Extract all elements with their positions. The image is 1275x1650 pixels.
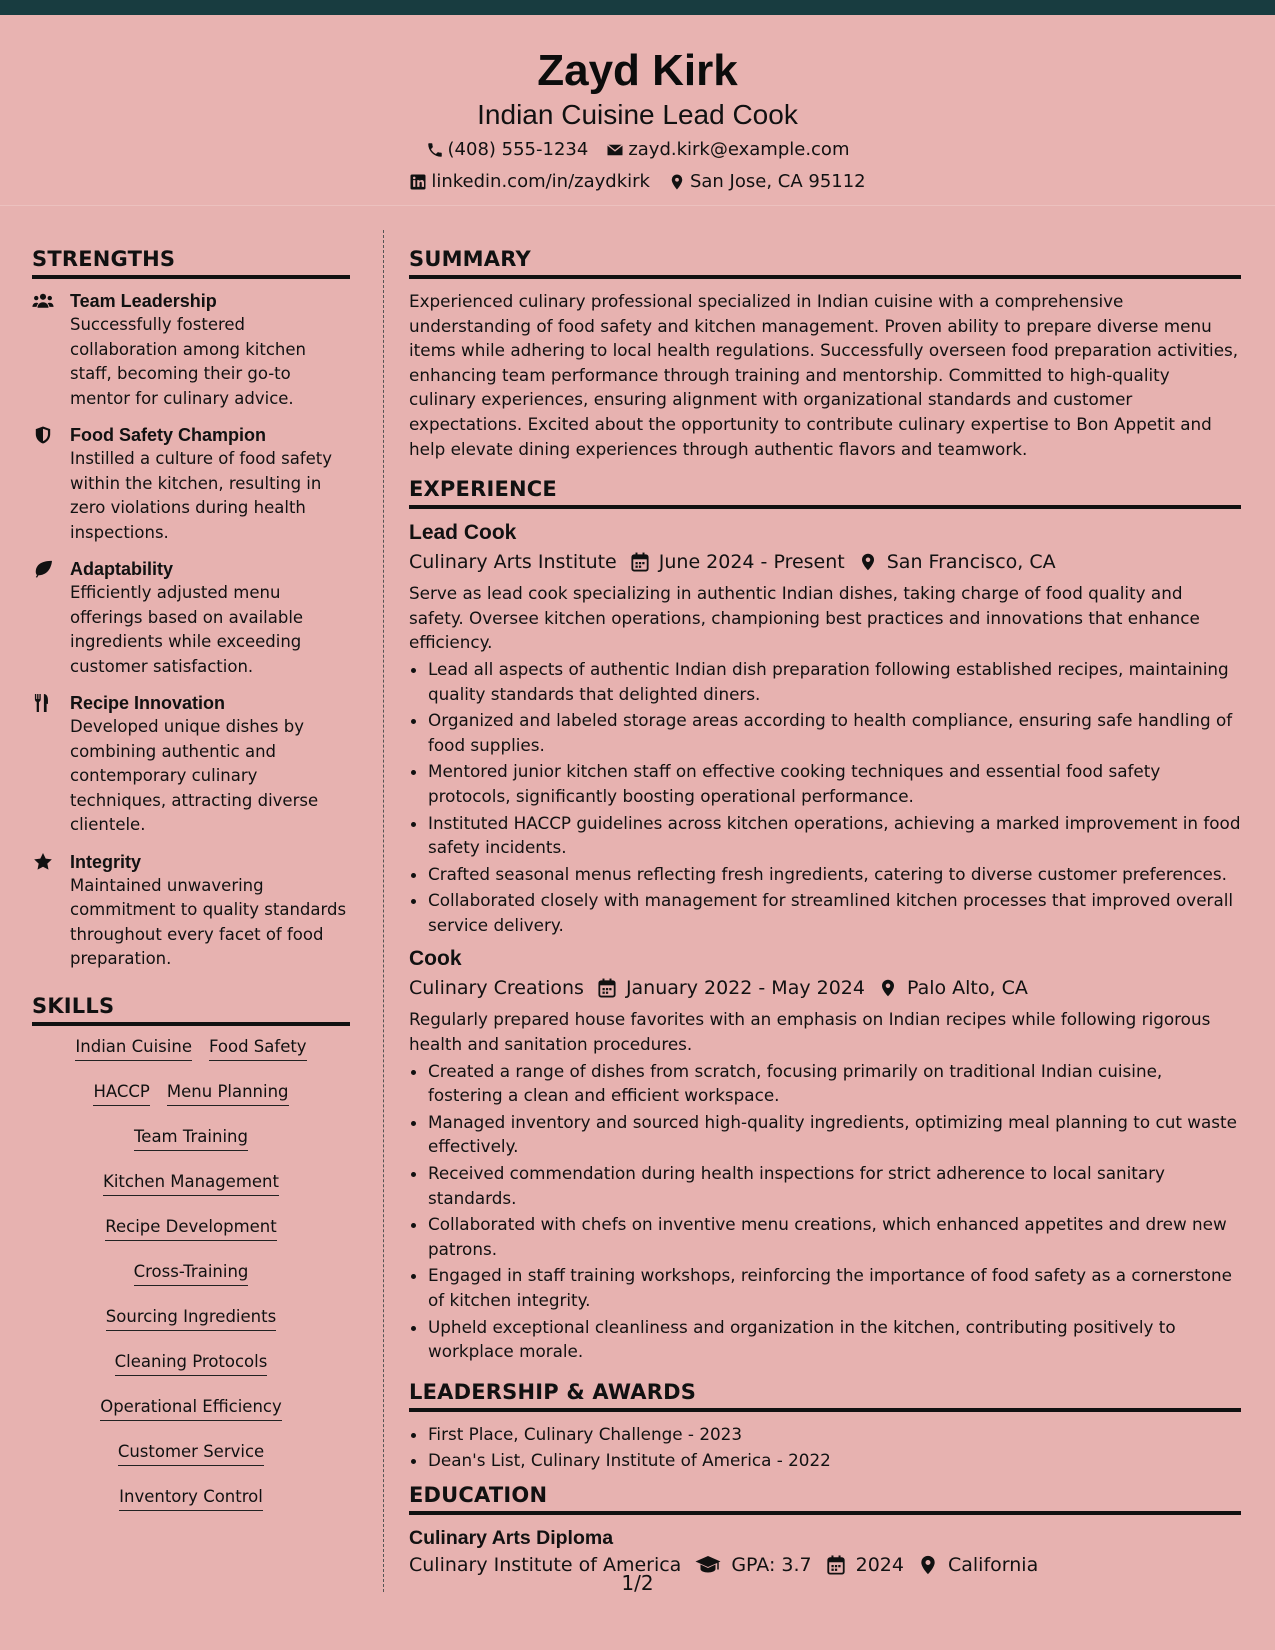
job-bullets [409,1059,1241,1364]
job-entry [409,945,1241,1363]
strength-description: Maintained unwavering commitment to quality standards throughout every facet of food preparation. [70,875,347,968]
strength-item [32,557,350,679]
skill-tag: Operational Efficiency [100,1396,282,1421]
phone-icon [426,141,444,159]
list-item: • Collaborated closely with management for streamlined kitchen processes that improved overall service delivery. [428,888,1241,937]
list-item: • Engaged in staff training workshops, reinforcing the importance of food safety as a cornerstone of kitchen integrity. [428,1263,1241,1312]
job-dates: June 2024 - Present [658,551,845,574]
location-contact [668,170,866,194]
skill-tag: Team Training [134,1126,248,1151]
skill-tag: Kitchen Management [103,1171,279,1196]
job-bullets [409,657,1241,938]
candidate-title: Indian Cuisine Lead Cook [477,99,798,130]
graduation-year: 2024 [855,1553,904,1576]
skills-list [32,1036,350,1531]
resume-header [0,15,1275,206]
summary-heading: SUMMARY [409,245,1241,279]
phone-contact[interactable] [426,138,589,162]
education-heading: EDUCATION [409,1481,1241,1515]
job-description: Serve as lead cook specializing in authentic Indian dishes, taking charge of food quality and safety. Oversee kitchen operations, championing best practices and innovations that enhance efficiency. [409,583,1200,653]
strengths-heading: STRENGTHS [32,245,350,279]
map-pin-icon [668,173,686,191]
linkedin-text: linkedin.com/in/zaydkirk [431,171,650,192]
location-text: San Jose, CA 95112 [689,171,866,192]
job-title: Lead Cook [409,521,517,545]
linkedin-contact[interactable] [409,170,650,194]
skills-heading: SKILLS [32,992,350,1026]
list-item: • Mentored junior kitchen staff on effective cooking techniques and essential food safety protocols, significantly boosting operational performance. [428,759,1241,808]
strength-item [32,850,350,972]
list-item: • Managed inventory and sourced high-quality ingredients, optimizing meal planning to cut waste effectively. [428,1110,1241,1159]
map-pin-icon [859,552,877,572]
job-meta [409,973,1241,1003]
list-item: • Instituted HACCP guidelines across kitchen operations, achieving a marked improvement in food safety incidents. [428,811,1241,860]
list-item: • Lead all aspects of authentic Indian dish preparation following established recipes, maintaining quality standards that delighted diners. [428,657,1241,706]
contact-row-2 [0,170,1275,194]
contact-row-1 [0,138,1275,162]
left-column [32,245,350,1531]
candidate-name: Zayd Kirk [537,46,738,95]
strength-title: Integrity [70,851,142,872]
utensils-icon [32,694,54,712]
skill-tag: Indian Cuisine [75,1036,192,1061]
strength-title: Team Leadership [70,291,217,311]
strength-item [32,289,350,411]
list-item: • Created a range of dishes from scratch, focusing primarily on traditional Indian cuisine, fostering a clean and efficient workspace. [428,1059,1241,1108]
strength-description: Efficiently adjusted menu offerings based on available ingredients while exceeding customer satisfaction. [70,583,304,676]
skill-tag: Sourcing Ingredients [106,1306,276,1331]
degree-title: Culinary Arts Diploma [409,1526,614,1549]
top-accent-bar [0,0,1275,15]
skill-tag: Recipe Development [105,1216,276,1241]
phone-text: (408) 555-1234 [447,139,589,160]
strength-title: Food Safety Champion [70,425,267,445]
job-company: Culinary Creations [409,977,584,1000]
skill-tag: Inventory Control [119,1486,263,1511]
list-item: • First Place, Culinary Challenge - 2023 [428,1422,1241,1447]
job-dates: January 2022 - May 2024 [625,977,865,1000]
summary-text: Experienced culinary professional specialized in Indian cuisine with a comprehensive understanding of food safety and kitchen management. Proven ability to prepare diverse menu items while adhering to local health regulations. Successfully overseen food preparation activities, enhancing team performance through training and mentorship. Committed to high-quality culinary experiences, ensuring alignment with organizational standards and customer expectations. Excited about the opportunity to contribute culinary expertise to Bon Appetit and help elevate dining experiences through authentic flavors and teamwork. [409,291,1239,459]
strength-description: Developed unique dishes by combining authentic and contemporary culinary techniques, attracting diverse clientele. [70,717,319,834]
email-contact[interactable] [606,138,849,162]
shield-icon [32,426,54,444]
users-icon [32,292,54,310]
list-item: • Dean's List, Culinary Institute of America - 2022 [428,1448,1241,1473]
list-item: • Upheld exceptional cleanliness and organization in the kitchen, contributing positively to workplace morale. [428,1315,1241,1364]
list-item: • Received commendation during health inspections for strict adherence to local sanitary standards. [428,1161,1241,1210]
email-text: zayd.kirk@example.com [628,139,850,160]
envelope-icon [606,141,624,159]
job-entry [409,519,1241,937]
job-location: Palo Alto, CA [906,977,1028,1000]
leaf-icon [32,560,54,578]
strength-description: Successfully fostered collaboration among kitchen staff, becoming their go-to mentor for culinary advice. [70,315,306,408]
column-divider [383,230,384,1592]
strength-item [32,423,350,545]
job-location: San Francisco, CA [886,551,1056,574]
education-location: California [947,1553,1039,1576]
skill-tag: Customer Service [118,1441,264,1466]
list-item: • Organized and labeled storage areas according to health compliance, ensuring safe handling of food supplies. [428,708,1241,757]
right-column [409,245,1241,1579]
strength-title: Recipe Innovation [70,693,226,713]
skill-tag: HACCP [93,1081,149,1106]
strength-description: Instilled a culture of food safety within the kitchen, resulting in zero violations during health inspections. [70,449,332,542]
school-name: Culinary Institute of America [409,1553,682,1576]
star-icon [32,853,54,871]
strength-title: Adaptability [70,559,174,579]
skill-tag: Cleaning Protocols [115,1351,268,1376]
job-company: Culinary Arts Institute [409,551,617,574]
linkedin-icon [409,173,427,191]
awards-list [409,1422,1241,1473]
job-meta [409,547,1241,577]
calendar-icon [598,978,616,998]
skill-tag: Cross-Training [134,1261,249,1286]
job-description: Regularly prepared house favorites with an emphasis on Indian recipes while following rigorous health and sanitation procedures. [409,1009,1211,1055]
experience-heading: EXPERIENCE [409,475,1241,509]
skill-tag: Food Safety [209,1036,307,1061]
list-item: • Collaborated with chefs on inventive menu creations, which enhanced appetites and drew new patrons. [428,1212,1241,1261]
awards-heading: LEADERSHIP & AWARDS [409,1378,1241,1412]
strength-item [32,691,350,838]
page-number: 1/2 [621,1571,654,1595]
calendar-icon [631,552,649,572]
skill-tag: Menu Planning [167,1081,289,1106]
gpa: GPA: 3.7 [731,1553,812,1576]
map-pin-icon [879,978,897,998]
list-item: • Crafted seasonal menus reflecting fresh ingredients, catering to diverse customer preferences. [428,862,1241,887]
job-title: Cook [409,947,462,971]
